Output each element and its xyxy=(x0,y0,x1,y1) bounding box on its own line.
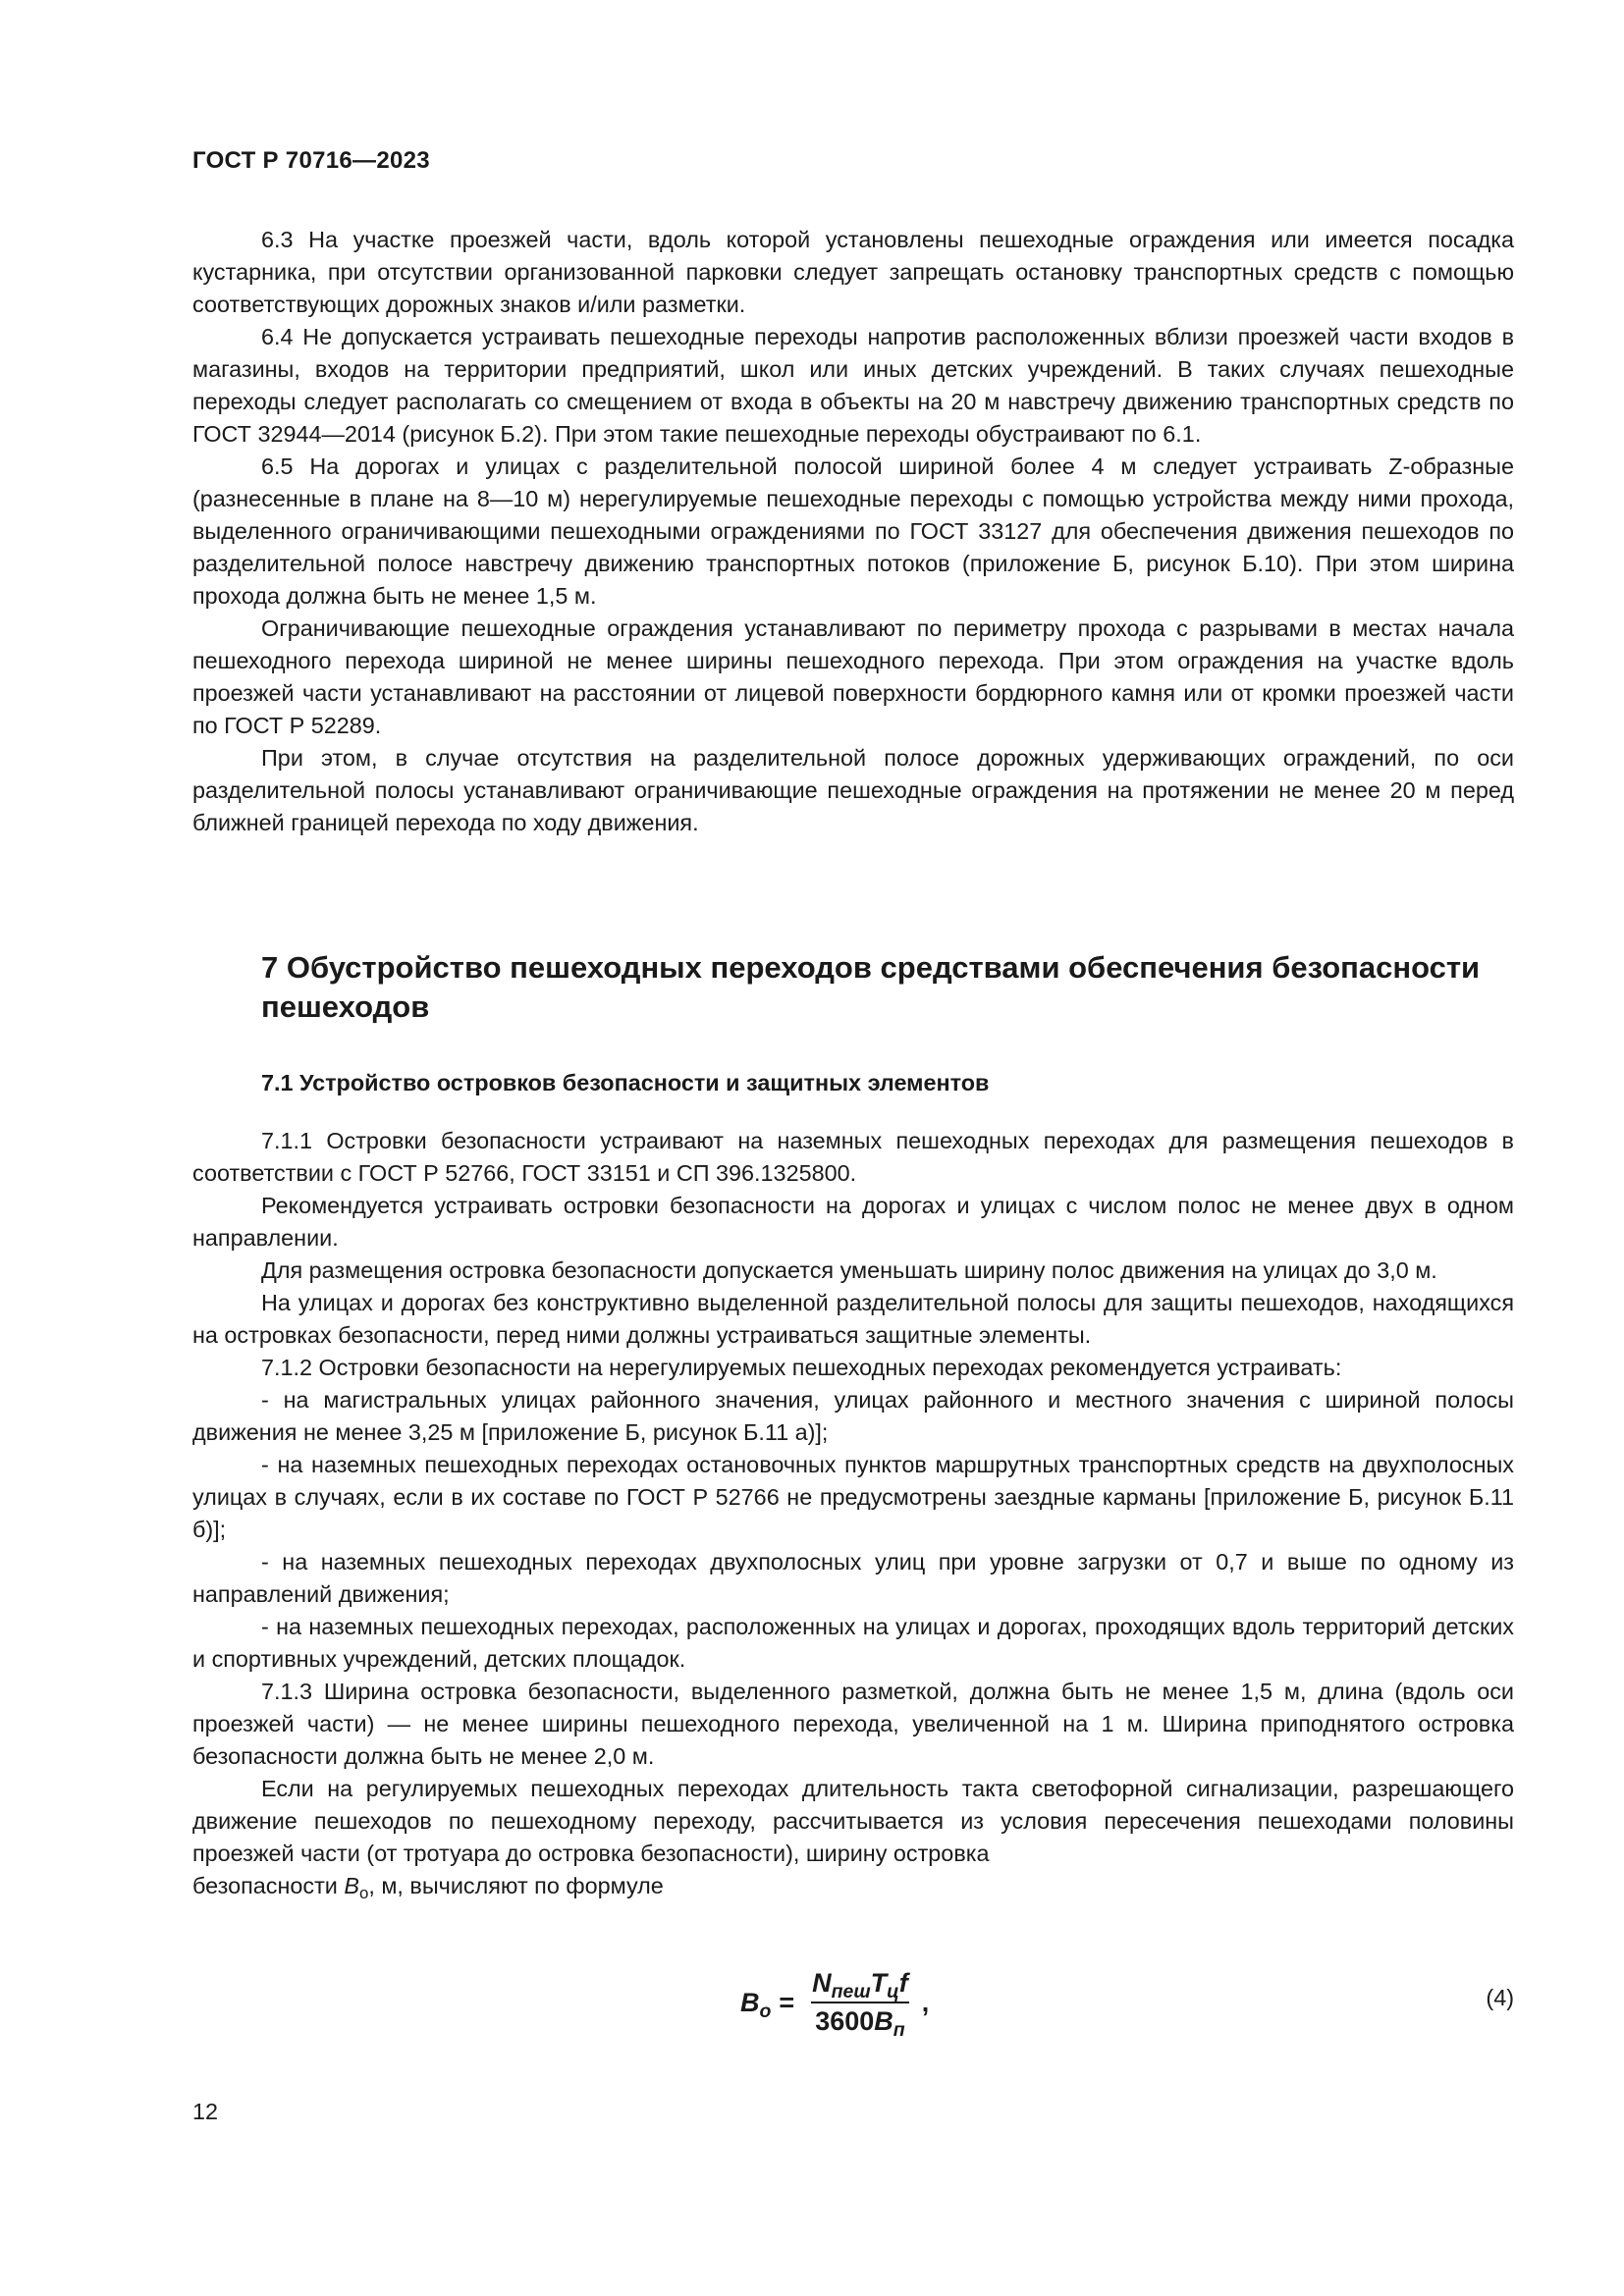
formula-intro-prefix: безопасности xyxy=(192,1873,338,1898)
text-block-section-7 xyxy=(192,1125,1514,1902)
formula-lhs-var: B xyxy=(740,1987,760,2017)
page-number: 12 xyxy=(192,2099,219,2124)
paragraph-7-1-1: 7.1.1 Островки безопасности устраивают на наземных пешеходных переходах для размещения пешеходов в соответствии с ГОСТ Р 52766, ГОСТ 33151 и СП 396.1325800. xyxy=(192,1128,1514,1186)
formula-number: (4) xyxy=(1486,1985,1514,2010)
formula-fraction xyxy=(808,1968,912,2041)
formula-intro-variable: B xyxy=(344,1873,359,1898)
numerator-t-sub: ц xyxy=(887,1980,899,2002)
formula-lhs xyxy=(740,1987,772,2022)
paragraph-7-1-2: 7.1.2 Островки безопасности на нерегулируемых пешеходных переходах рекомендуется устраивать: xyxy=(261,1355,1342,1380)
numerator-n-sub: пеш xyxy=(831,1980,871,2002)
formula-numerator xyxy=(808,1968,912,2002)
numerator-n: N xyxy=(812,1968,832,1998)
paragraph-6-4: 6.4 Не допускается устраивать пешеходные переходы напротив расположенных вблизи проезжей части входов в магазины, входов на территории предприятий, школ или иных детских учреждений. В таких случаях пешеходные переходы следует располагать со смещением от входа в объекты на 20 м навстречу движению транспортных средств по ГОСТ 32944—2014 (рисунок Б.2). При этом такие пешеходные переходы обустраивают по 6.1. xyxy=(192,324,1514,447)
document-id: ГОСТ Р 70716—2023 xyxy=(192,147,430,174)
paragraph-7-1-3: 7.1.3 Ширина островка безопасности, выделенного разметкой, должна быть не менее 1,5 м, длина (вдоль оси проезжей части) — не менее ширины пешеходного перехода, увеличенной на 1 м. Ширина приподнятого островка безопасности должна быть не менее 2,0 м. xyxy=(192,1679,1514,1769)
paragraph-6-5: 6.5 На дорогах и улицах с разделительной полосой шириной более 4 м следует устраивать Z-образные (разнесенные в плане на 8—10 м) нерегулируемые пешеходные переходы с помощью устройства между ними прохода, выделенного ограничивающими пешеходными ограждениями по ГОСТ 33127 для обеспечения движения пешеходов по разделительной полосе навстречу движению транспортных потоков (приложение Б, рисунок Б.10). При этом ширина прохода должна быть не менее 1,5 м. xyxy=(192,454,1514,609)
formula-equals: = xyxy=(779,1987,795,2017)
text-block-section-6 xyxy=(192,224,1514,839)
formula-4 xyxy=(740,1953,929,2052)
subsection-7-1-title: 7.1 Устройство островков безопасности и защитных элементов xyxy=(261,1070,990,1095)
paragraph-6-3: 6.3 На участке проезжей части, вдоль которой установлены пешеходные ограждения или имеется посадка кустарника, при отсутствии организованной парковки следует запрещать остановку транспортных средств с помощью соответствующих дорожных знаков и/или разметки. xyxy=(192,227,1514,317)
section-7-title: 7 Обустройство пешеходных переходов средствами обеспечения безопасности пешеходов xyxy=(261,950,1481,1024)
list-item-children-facilities: - на наземных пешеходных переходах, расположенных на улицах и дорогах, проходящих вдоль территорий детских и спортивных учреждений, детских площадок. xyxy=(192,1614,1514,1672)
list-item-two-lane-streets: - на наземных пешеходных переходах двухполосных улиц при уровне загрузки от 0,7 и выше по одному из направлений движения; xyxy=(192,1549,1514,1607)
paragraph-fences: Ограничивающие пешеходные ограждения устанавливают по периметру прохода с разрывами в местах начала пешеходного перехода шириной не менее ширины пешеходного перехода. При этом ограждения на участке вдоль проезжей части устанавливают на расстоянии от лицевой поверхности бордюрного камня или от кромки проезжей части по ГОСТ Р 52289. xyxy=(192,615,1514,738)
paragraph-recommendation: Рекомендуется устраивать островки безопасности на дорогах и улицах с числом полос не менее двух в одном направлении. xyxy=(192,1193,1514,1251)
paragraph-formula-intro xyxy=(192,1870,1514,1902)
list-item-arterial-streets: - на магистральных улицах районного значения, улицах районного и местного значения с шириной полосы движения не менее 3,25 м [приложение Б, рисунок Б.11 а)]; xyxy=(192,1387,1514,1445)
denominator-b: B xyxy=(874,2006,893,2036)
formula-intro-suffix: , м, вычисляют по формуле xyxy=(368,1873,664,1898)
paragraph-lane-width: Для размещения островка безопасности допускается уменьшать ширину полос движения на улицах до 3,0 м. xyxy=(261,1257,1437,1283)
paragraph-signal-timing: Если на регулируемых пешеходных переходах длительность такта светофорной сигнализации, разрешающего движение пешеходов по пешеходному переходу, рассчитывается из условия пересечения пешеходами половины проезжей части (от тротуара до островка безопасности), ширину островка xyxy=(192,1776,1514,1866)
numerator-t: T xyxy=(870,1968,888,1998)
formula-denominator xyxy=(811,2002,908,2041)
list-item-bus-stops: - на наземных пешеходных переходах остановочных пунктов маршрутных транспортных средств на двухполосных улицах в случаях, если в их составе по ГОСТ Р 52766 не предусмотрены заездные карманы [приложение Б, рисунок Б.11 б)]; xyxy=(192,1452,1514,1542)
formula-comma: , xyxy=(921,1987,930,2017)
paragraph-divider-fences: При этом, в случае отсутствия на разделительной полосе дорожных удерживающих ограждений, по оси разделительной полосы устанавливают ограничивающие пешеходные ограждения на протяжении не менее 20 м перед ближней границей перехода по ходу движения. xyxy=(192,745,1514,835)
formula-intro-subscript: о xyxy=(358,1884,369,1903)
formula-4-row xyxy=(192,1953,1514,2052)
denominator-constant: 3600 xyxy=(815,2006,875,2036)
denominator-b-sub: п xyxy=(893,2018,905,2041)
paragraph-protective-elements: На улицах и дорогах без конструктивно выделенной разделительной полосы для защиты пешеходов, находящихся на островках безопасности, перед ними должны устраиваться защитные элементы. xyxy=(192,1290,1514,1348)
numerator-f: f xyxy=(898,1968,908,1998)
formula-lhs-sub: о xyxy=(759,2000,772,2022)
